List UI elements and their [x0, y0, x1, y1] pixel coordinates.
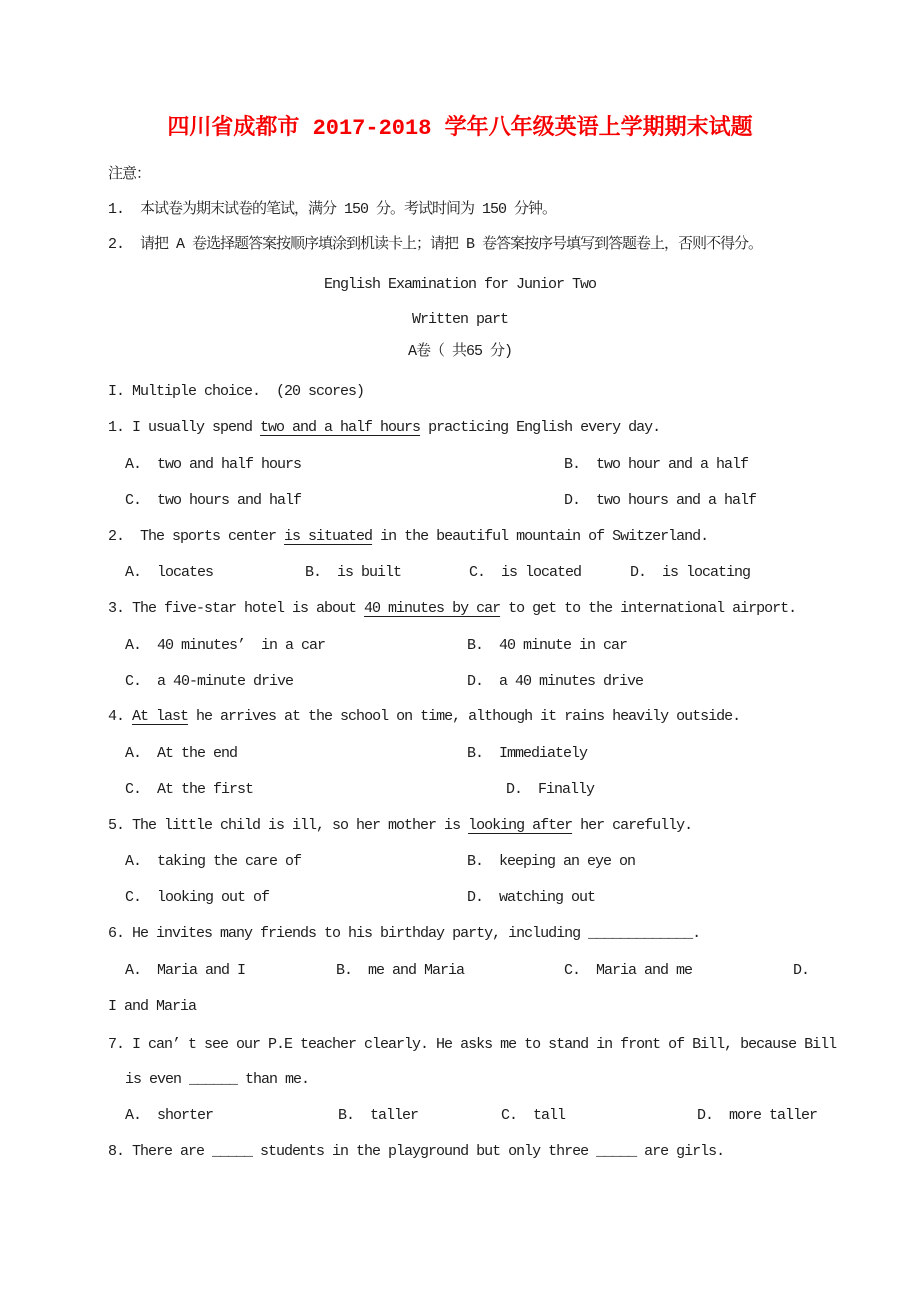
stem-underlined: At last	[132, 708, 189, 725]
notice-label: 注意：	[108, 166, 151, 183]
question-3-stem	[0, 596, 920, 622]
question-4-stem	[0, 704, 920, 730]
question-3-option-b: B. 40 minute in car	[467, 637, 628, 654]
question-2-stem-text	[108, 524, 708, 550]
question-3-options-row-1	[0, 633, 920, 659]
stem-pre: 4.	[108, 708, 133, 725]
question-5-option-b: B. keeping an eye on	[467, 853, 636, 870]
stem-underlined: looking after	[468, 817, 573, 834]
question-7-option-b: B. taller	[338, 1107, 419, 1124]
question-3-option-d: D. a 40 minutes drive	[467, 673, 644, 690]
stem-post: he arrives at the school on time, although it rains heavily outside.	[188, 708, 741, 725]
question-2-option-b: B. is built	[305, 564, 402, 581]
stem-post: in the beautiful mountain of Switzerland.	[372, 528, 709, 545]
stem-underlined: two and a half hours	[260, 419, 421, 436]
question-4-option-c: C. At the first	[125, 781, 254, 798]
question-3-options-row-2	[0, 669, 920, 695]
question-5-option-c: C. looking out of	[125, 889, 270, 906]
question-1-option-a: A. two and half hours	[125, 456, 302, 473]
question-6-stem	[0, 921, 920, 947]
stem-post: to get to the international airport.	[500, 600, 797, 617]
question-8-stem-text: 8. There are _____ students in the playground but only three _____ are girls.	[108, 1143, 725, 1160]
question-5-option-a: A. taking the care of	[125, 853, 302, 870]
stem-post: her carefully.	[572, 817, 693, 834]
question-2-option-d: D. is locating	[630, 564, 751, 581]
question-6-option-d: D.	[793, 962, 810, 979]
notice-item-2-text: 2. 请把 A 卷选择题答案按顺序填涂到机读卡上；请把 B 卷答案按序号填写到答题卷上，否则不得分。	[108, 236, 763, 253]
question-3-option-a: A. 40 minutes’ in a car	[125, 637, 326, 654]
question-6-option-b: B. me and Maria	[336, 962, 465, 979]
stem-underlined: 40 minutes by car	[364, 600, 501, 617]
question-1-options-row-1	[0, 452, 920, 478]
question-2-option-c: C. is located	[469, 564, 582, 581]
stem-underlined: is situated	[284, 528, 373, 545]
question-6-option-d-continuation	[0, 994, 920, 1020]
question-1-stem-text	[108, 415, 660, 441]
question-1-option-d: D. two hours and a half	[564, 492, 757, 509]
stem-pre: 1. I usually spend	[108, 419, 261, 436]
exam-title: English Examination for Junior Two	[323, 276, 597, 293]
question-1-option-b: B. two hour and a half	[564, 456, 749, 473]
question-7-option-d: D. more taller	[697, 1107, 818, 1124]
question-6-option-a: A. Maria and I	[125, 962, 246, 979]
stem-pre: 3. The five-star hotel is about	[108, 600, 365, 617]
question-7-option-c: C. tall	[501, 1107, 566, 1124]
question-6-stem-text: 6. He invites many friends to his birthday party, including _____________.	[108, 925, 701, 942]
question-3-option-c: C. a 40-minute drive	[125, 673, 294, 690]
question-1-stem	[0, 415, 920, 441]
notice-item-1-text: 1. 本试卷为期末试卷的笔试，满分 150 分。考试时间为 150 分钟。	[108, 201, 557, 218]
question-7-options-row	[0, 1103, 920, 1129]
question-4-option-b: B. Immediately	[467, 745, 588, 762]
written-part-heading: Written part	[411, 311, 509, 328]
section-i-heading-line	[0, 379, 920, 405]
question-4-options-row-2	[0, 777, 920, 803]
question-6-options-row	[0, 958, 920, 984]
question-4-option-a: A. At the end	[125, 745, 238, 762]
question-2-option-a: A. locates	[125, 564, 214, 581]
question-4-option-d: D. Finally	[506, 781, 595, 798]
question-6-option-c: C. Maria and me	[564, 962, 693, 979]
question-2-options-row	[0, 560, 920, 586]
question-7-stem-line-1	[0, 1032, 920, 1058]
question-6-option-d-continuation-text: I and Maria	[108, 998, 197, 1015]
stem-pre: 2. The sports center	[108, 528, 285, 545]
question-1-options-row-2	[0, 488, 920, 514]
notice-item-1	[0, 197, 920, 223]
notice-label-line	[0, 162, 920, 188]
question-5-stem	[0, 813, 920, 839]
question-4-stem-text	[108, 704, 740, 730]
notice-item-2	[0, 232, 920, 258]
document-title: 四川省成都市 2017-2018 学年八年级英语上学期期末试题	[167, 116, 753, 141]
question-5-stem-text	[108, 813, 692, 839]
stem-pre: 5. The little child is ill, so her mother is	[108, 817, 469, 834]
question-7-stem-line-2-text: is even ______ than me.	[125, 1071, 310, 1088]
section-a-heading: A卷（ 共65 分)	[407, 343, 512, 360]
question-7-stem-text: 7. I can’ t see our P.E teacher clearly. He asks me to stand in front of Bill, because Bill	[108, 1036, 837, 1053]
question-2-stem	[0, 524, 920, 550]
question-3-stem-text	[108, 596, 796, 622]
question-8-stem	[0, 1139, 920, 1165]
stem-post: practicing English every day.	[420, 419, 661, 436]
question-5-options-row-1	[0, 849, 920, 875]
section-i-heading: I. Multiple choice. (20 scores)	[108, 383, 365, 400]
question-7-option-a: A. shorter	[125, 1107, 214, 1124]
question-4-options-row-1	[0, 741, 920, 767]
question-5-option-d: D. watching out	[467, 889, 596, 906]
question-5-options-row-2	[0, 885, 920, 911]
question-7-stem-line-2	[0, 1067, 920, 1093]
question-1-option-c: C. two hours and half	[125, 492, 302, 509]
